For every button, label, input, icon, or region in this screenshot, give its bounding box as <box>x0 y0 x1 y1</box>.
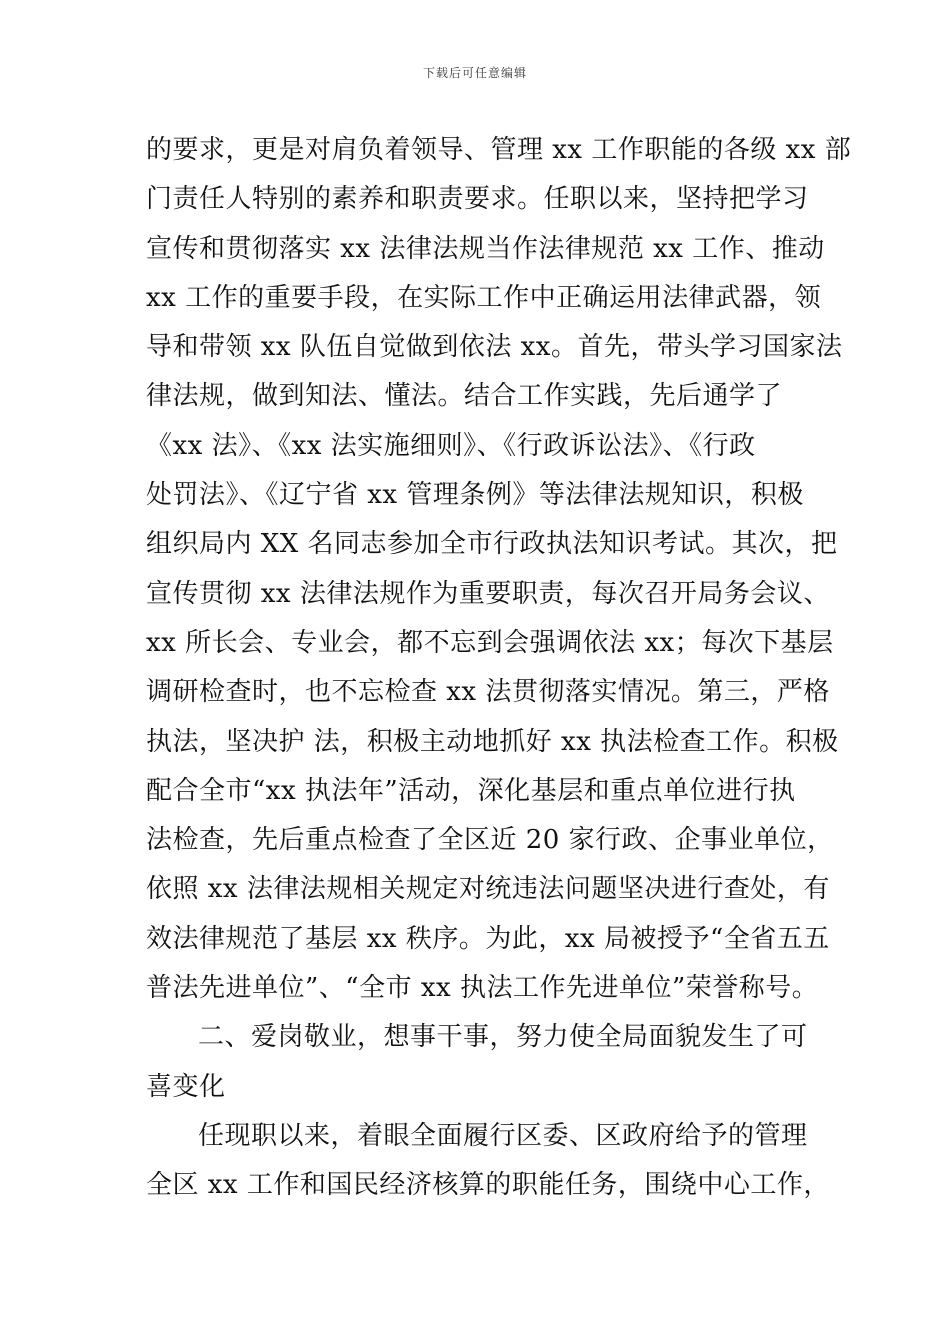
text-line: xx 工作的重要手段，在实际工作中正确运用法律武器，领 <box>146 282 822 313</box>
text-line: 律法规，做到知法、懂法。结合工作实践，先后通学了 <box>146 381 783 412</box>
text-line: 法检查，先后重点检查了全区近 20 家行政、企事业单位， <box>146 825 834 856</box>
text-line: 宣传和贯彻落实 xx 法律法规当作法律规范 xx 工作、推动 <box>146 233 825 264</box>
text-line: 任现职以来，着眼全面履行区委、区政府给予的管理 <box>198 1120 808 1151</box>
section-heading-line: 喜变化 <box>146 1071 226 1102</box>
text-line: 门责任人特别的素养和职责要求。任职以来，坚持把学习 <box>146 184 809 215</box>
header-note: 下载后可任意编辑 <box>422 66 527 80</box>
text-line: 宣传贯彻 xx 法律法规作为重要职责，每次召开局务会议、 <box>146 578 830 609</box>
section-heading-line: 二、爱岗敬业，想事干事，努力使全局面貌发生了可 <box>198 1022 808 1053</box>
text-line: 《xx 法》、《xx 法实施细则》、《行政诉讼法》、《行政 <box>146 430 756 461</box>
text-line: xx 所长会、专业会，都不忘到会强调依法 xx；每次下基层 <box>146 627 834 658</box>
text-line: 的要求，更是对肩负着领导、管理 xx 工作职能的各级 xx 部 <box>146 135 852 165</box>
text-line: 普法先进单位”、“全市 xx 执法工作先进单位”荣誉称号。 <box>146 973 819 1004</box>
text-line: 效法律规范了基层 xx 秩序。为此，xx 局被授予“全省五五 <box>146 923 830 954</box>
text-line: 执法，坚决护 法，积极主动地抓好 xx 执法检查工作。积极 <box>146 726 839 757</box>
text-line: 处罚法》、《辽宁省 xx 管理条例》等法律法规知识，积极 <box>146 480 804 511</box>
text-line: 导和带领 xx 队伍自觉做到依法 xx。首先，带头学习国家法 <box>146 332 843 363</box>
text-line: 全区 xx 工作和国民经济核算的职能任务，围绕中心工作， <box>146 1170 830 1201</box>
text-line: 调研检查时，也不忘检查 xx 法贯彻落实情况。第三，严格 <box>146 677 830 708</box>
body-text <box>146 126 852 1211</box>
text-line: 依照 xx 法律法规相关规定对统违法问题坚决进行查处，有 <box>146 874 830 905</box>
text-line: 组织局内 XX 名同志参加全市行政执法知识考试。其次，把 <box>146 529 838 560</box>
text-line: 配合全市“xx 执法年”活动，深化基层和重点单位进行执 <box>146 775 796 806</box>
